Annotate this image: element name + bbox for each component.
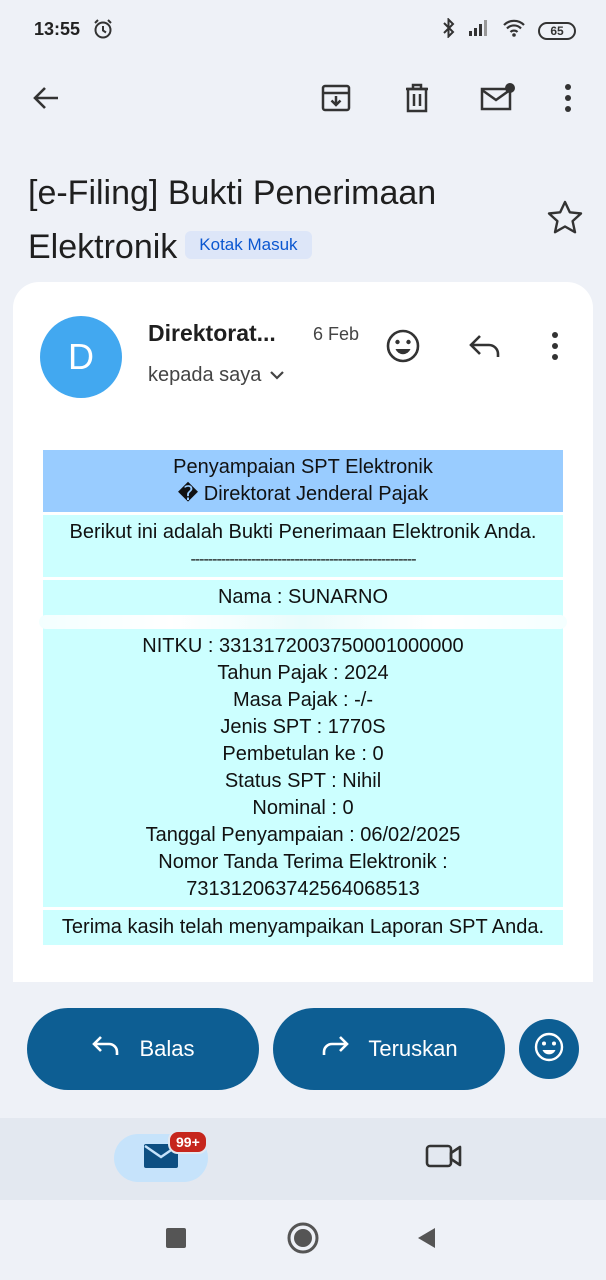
alarm-icon xyxy=(92,18,114,45)
wifi-icon xyxy=(502,19,526,42)
signal-icon xyxy=(468,19,490,42)
arrow-left-icon xyxy=(31,83,61,118)
message-date: 6 Feb xyxy=(313,324,360,344)
emoji-icon xyxy=(385,328,421,369)
mark-unread-icon xyxy=(480,82,516,119)
bluetooth-icon xyxy=(442,18,456,43)
meet-tab[interactable] xyxy=(422,1138,466,1178)
system-navigation xyxy=(0,1200,606,1280)
react-button[interactable] xyxy=(383,328,423,368)
avatar[interactable]: D xyxy=(40,316,122,398)
detail-line: Jenis SPT : 1770S xyxy=(220,716,386,738)
closing-text: Terima kasih telah menyampaikan Laporan SPT Anda. xyxy=(61,916,545,938)
detail-line: Tahun Pajak : 2024 xyxy=(217,662,389,684)
star-icon xyxy=(545,225,585,242)
redacted-line xyxy=(39,615,567,629)
detail-line: Tanggal Penyampaian : 06/02/2025 xyxy=(145,824,461,846)
delete-button[interactable] xyxy=(395,78,439,122)
status-bar xyxy=(0,0,606,60)
top-toolbar xyxy=(0,70,606,130)
reply-icon-button[interactable] xyxy=(465,328,505,368)
bottom-navigation xyxy=(0,1118,606,1200)
intro-text: Berikut ini adalah Bukti Penerimaan Elektronik Anda. xyxy=(69,521,537,543)
square-icon xyxy=(165,1227,187,1254)
emoji-react-button[interactable] xyxy=(519,1019,579,1079)
archive-button[interactable] xyxy=(314,78,358,122)
reply-label: Balas xyxy=(139,1036,195,1061)
divider-text: ---------------------------------------------------- xyxy=(190,551,416,568)
intro-block xyxy=(43,515,563,580)
detail-line: Status SPT : Nihil xyxy=(224,770,382,792)
detail-line: 731312063742564068513 xyxy=(186,878,420,900)
detail-line: Nama : SUNARNO xyxy=(217,586,389,608)
bottom-actions xyxy=(0,1000,606,1105)
forward-icon xyxy=(320,1034,350,1064)
mark-unread-button[interactable] xyxy=(476,78,520,122)
home-button[interactable] xyxy=(283,1220,323,1260)
mail-header-block xyxy=(43,450,563,515)
detail-line: Masa Pajak : -/- xyxy=(232,689,374,711)
video-icon xyxy=(425,1142,463,1175)
mail-header-line: Penyampaian SPT Elektronik xyxy=(173,456,433,478)
detail-line: Pembetulan ke : 0 xyxy=(222,743,384,765)
mail-body xyxy=(43,450,563,948)
closing-block xyxy=(43,910,563,948)
reply-icon xyxy=(468,332,502,365)
details-block xyxy=(43,580,563,910)
home-circle-icon xyxy=(286,1221,320,1260)
status-time: 13:55 xyxy=(34,19,81,39)
emoji-icon xyxy=(533,1031,565,1068)
message-more-button[interactable] xyxy=(535,328,575,368)
email-subject xyxy=(28,166,548,274)
archive-icon xyxy=(320,82,352,119)
message-card xyxy=(13,282,593,982)
mail-header-line: � Direktorat Jenderal Pajak xyxy=(177,483,429,505)
recents-button[interactable] xyxy=(156,1220,196,1260)
subject-text: [e-Filing] Bukti Penerimaan Elektronik xyxy=(28,174,437,266)
battery-indicator: 65 xyxy=(538,22,576,40)
detail-line: NITKU : 3313172003750001000000 xyxy=(142,635,464,657)
detail-line: Nominal : 0 xyxy=(252,797,354,819)
reply-icon xyxy=(91,1034,121,1064)
more-options-button[interactable] xyxy=(546,78,590,122)
detail-line: Nomor Tanda Terima Elektronik : xyxy=(158,851,448,873)
unread-badge: 99+ xyxy=(168,1130,208,1154)
star-button[interactable] xyxy=(545,198,585,243)
more-vert-icon xyxy=(551,331,559,366)
back-button[interactable] xyxy=(24,78,68,122)
recipient-text: kepada saya xyxy=(148,364,262,386)
reply-button[interactable] xyxy=(27,1008,259,1090)
forward-label: Teruskan xyxy=(368,1036,458,1061)
label-chip[interactable]: Kotak Masuk xyxy=(185,231,311,259)
back-nav-button[interactable] xyxy=(406,1220,446,1260)
forward-button[interactable] xyxy=(273,1008,505,1090)
triangle-back-icon xyxy=(415,1226,437,1255)
more-vert-icon xyxy=(564,83,572,118)
sender-name[interactable]: Direktorat... xyxy=(148,320,276,346)
trash-icon xyxy=(402,82,432,119)
recipient-toggle[interactable] xyxy=(148,364,285,387)
chevron-down-icon xyxy=(269,364,285,387)
